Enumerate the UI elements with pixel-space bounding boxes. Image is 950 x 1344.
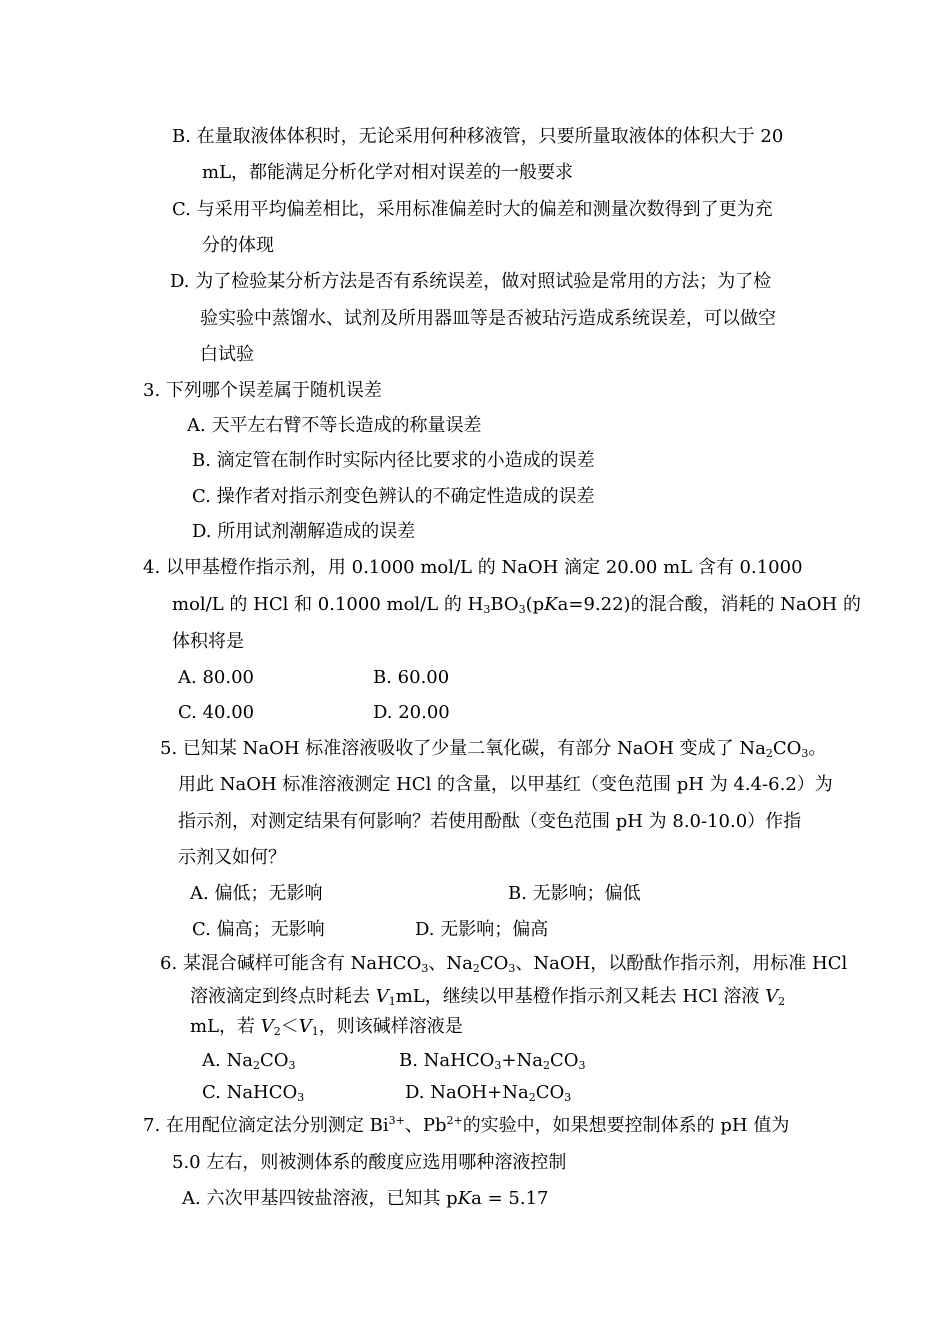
q2-option-d-line3: 白试验 <box>200 344 254 365</box>
q4-stem-line3: 体积将是 <box>172 631 244 652</box>
q6-option-a: A. $Na_2CO_3$ <box>202 1050 296 1072</box>
q6-stem-line1: 6. 某混合碱样可能含有 NaHCO$_3$、$Na_2CO_3$、NaOH，以酚酞作指示剂，用标准 HCl <box>160 953 848 975</box>
q7-stem-line2: 5.0 左右，则被测体系的酸度应选用哪种溶液控制 <box>172 1152 567 1173</box>
q3-option-a: A. 天平左右臂不等长造成的称量误差 <box>187 415 482 436</box>
q5-stem-line4: 示剂又如何？ <box>178 847 286 868</box>
q3-option-b: B. 滴定管在制作时实际内径比要求的小造成的误差 <box>192 450 595 471</box>
q4-option-d: D. 20.00 <box>373 702 450 723</box>
q5-option-c: C. 偏高；无影响 <box>192 919 325 940</box>
q3-option-d: D. 所用试剂潮解造成的误差 <box>192 521 416 542</box>
q7-stem-line1: 7. 在用配位滴定法分别测定 $Bi^{3+}$、$Pb^{2+}$的实验中，如果想要控制体系的 pH 值为 <box>143 1114 790 1136</box>
q6-stem-line2: 溶液滴定到终点时耗去 $V_1mL$，继续以甲基橙作指示剂又耗去 HCl 溶液 $V_2$ <box>190 986 786 1008</box>
q2-option-c-line2: 分的体现 <box>202 235 274 256</box>
q3-stem: 3. 下列哪个误差属于随机误差 <box>143 380 382 401</box>
q2-option-c-line1: C. 与采用平均偏差相比，采用标准偏差时大的偏差和测量次数得到了更为充 <box>172 199 773 220</box>
q4-option-c: C. 40.00 <box>178 702 255 723</box>
q5-option-d: D. 无影响；偏高 <box>415 919 549 940</box>
q4-stem-line1: 4. 以甲基橙作指示剂，用 0.1000 mol/L 的 NaOH 滴定 20.00 mL 含有 0.1000 <box>143 557 803 578</box>
q4-option-a: A. 80.00 <box>178 667 254 688</box>
q5-option-a: A. 偏低；无影响 <box>190 883 323 904</box>
q4-stem-line2: mol/L 的 HCl 和 0.1000 mol/L 的 $H_3BO_3(pKa=9.22)$的混合酸，消耗的 NaOH 的 <box>172 594 861 616</box>
q4-option-b: B. 60.00 <box>373 667 450 688</box>
q6-option-c: C. NaHCO$_3$ <box>202 1082 305 1104</box>
q6-stem-line3: mL，若 $V_2<V_1$，则该碱样溶液是 <box>190 1016 463 1038</box>
q2-option-b-line1: B. 在量取液体体积时，无论采用何种移液管，只要所量取液体的体积大于 20 <box>172 126 784 147</box>
q5-option-b: B. 无影响；偏低 <box>508 883 641 904</box>
q2-option-d-line1: D. 为了检验某分析方法是否有系统误差，做对照试验是常用的方法；为了检 <box>170 271 772 292</box>
q7-option-a: A. 六次甲基四铵盐溶液，已知其 pKa = 5.17 <box>182 1188 549 1209</box>
q3-option-c: C. 操作者对指示剂变色辨认的不确定性造成的误差 <box>192 486 595 507</box>
q2-option-d-line2: 验实验中蒸馏水、试剂及所用器皿等是否被玷污造成系统误差，可以做空 <box>200 308 776 329</box>
q5-stem-line3: 指示剂，对测定结果有何影响？若使用酚酞（变色范围 pH 为 8.0-10.0）作指 <box>178 811 802 832</box>
q6-option-d: D. $NaOH+Na_2CO_3$ <box>405 1082 572 1104</box>
q5-stem-line2: 用此 NaOH 标准溶液测定 HCl 的含量，以甲基红（变色范围 pH 为 4.4-6.2）为 <box>178 774 833 795</box>
q2-option-b-line2: mL，都能满足分析化学对相对误差的一般要求 <box>202 162 574 183</box>
q5-stem-line1: 5. 已知某 NaOH 标准溶液吸收了少量二氧化碳，有部分 NaOH 变成了 $Na_2CO_3$。 <box>160 738 827 760</box>
q6-option-b: B. $NaHCO_3+Na_2CO_3$ <box>399 1050 586 1072</box>
